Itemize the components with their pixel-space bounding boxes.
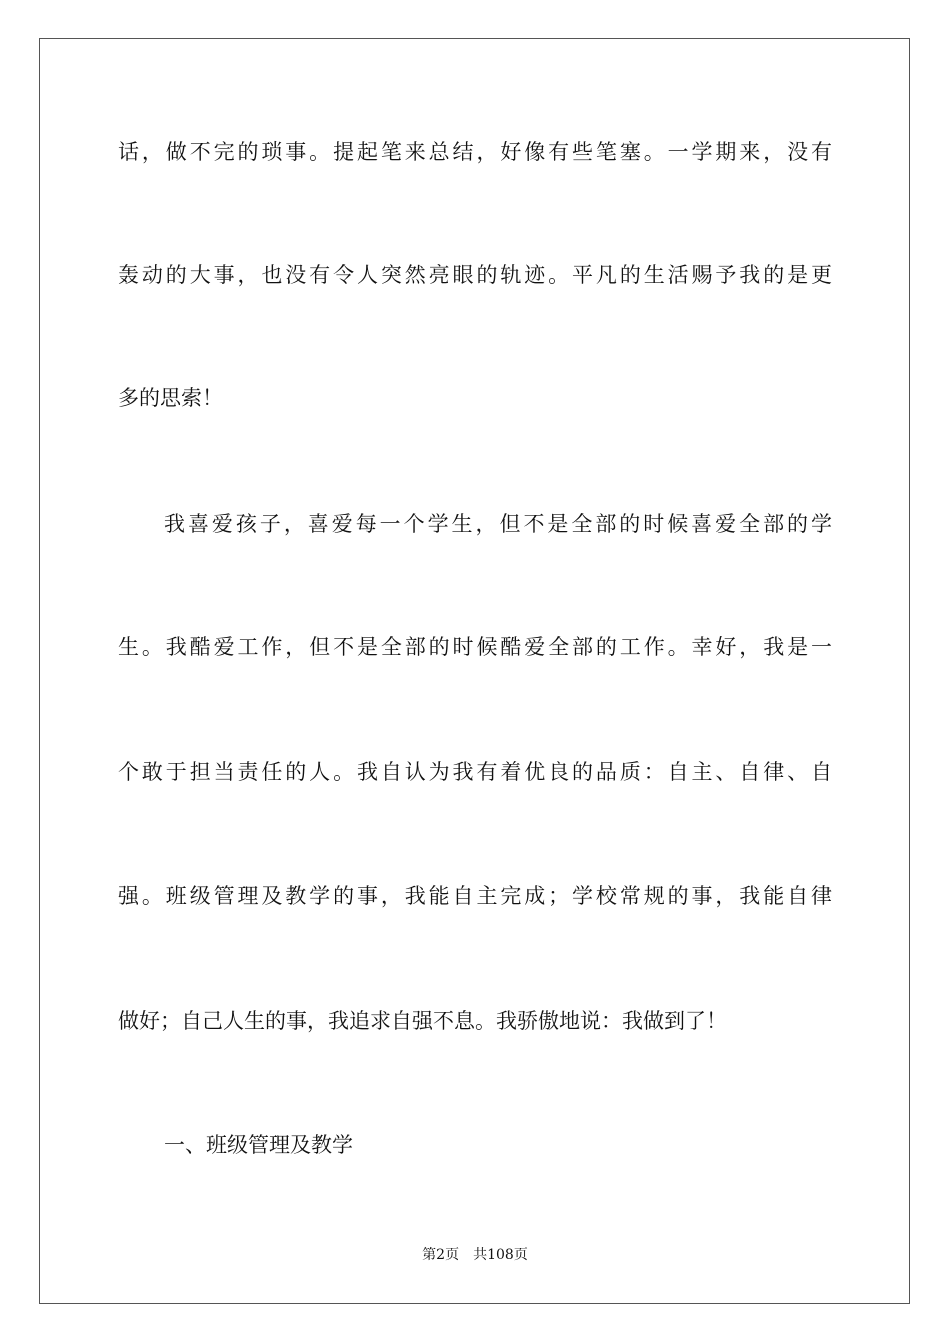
page-number: 第2页 <box>422 1247 460 1263</box>
body-text-line: 强。班级管理及教学的事，我能自主完成；学校常规的事，我能自律 <box>118 884 832 908</box>
page-footer <box>0 1245 950 1265</box>
page-total: 共108页 <box>473 1247 528 1263</box>
body-text-line: 多的思索！ <box>118 386 223 410</box>
body-text-line: 个敢于担当责任的人。我自认为我有着优良的品质：自主、自律、自 <box>118 760 832 784</box>
body-text-line: 轰动的大事，也没有令人突然亮眼的轨迹。平凡的生活赐予我的是更 <box>118 263 832 287</box>
body-text-line: 话，做不完的琐事。提起笔来总结，好像有些笔塞。一学期来，没有 <box>118 140 832 164</box>
body-text-line: 做好；自己人生的事，我追求自强不息。我骄傲地说：我做到了！ <box>118 1009 727 1033</box>
body-text-line: 生。我酷爱工作，但不是全部的时候酷爱全部的工作。幸好，我是一 <box>118 635 832 659</box>
section-heading: 一、班级管理及教学 <box>164 1133 353 1157</box>
body-text-line: 我喜爱孩子，喜爱每一个学生，但不是全部的时候喜爱全部的学 <box>164 512 832 536</box>
page-border <box>39 38 910 1304</box>
